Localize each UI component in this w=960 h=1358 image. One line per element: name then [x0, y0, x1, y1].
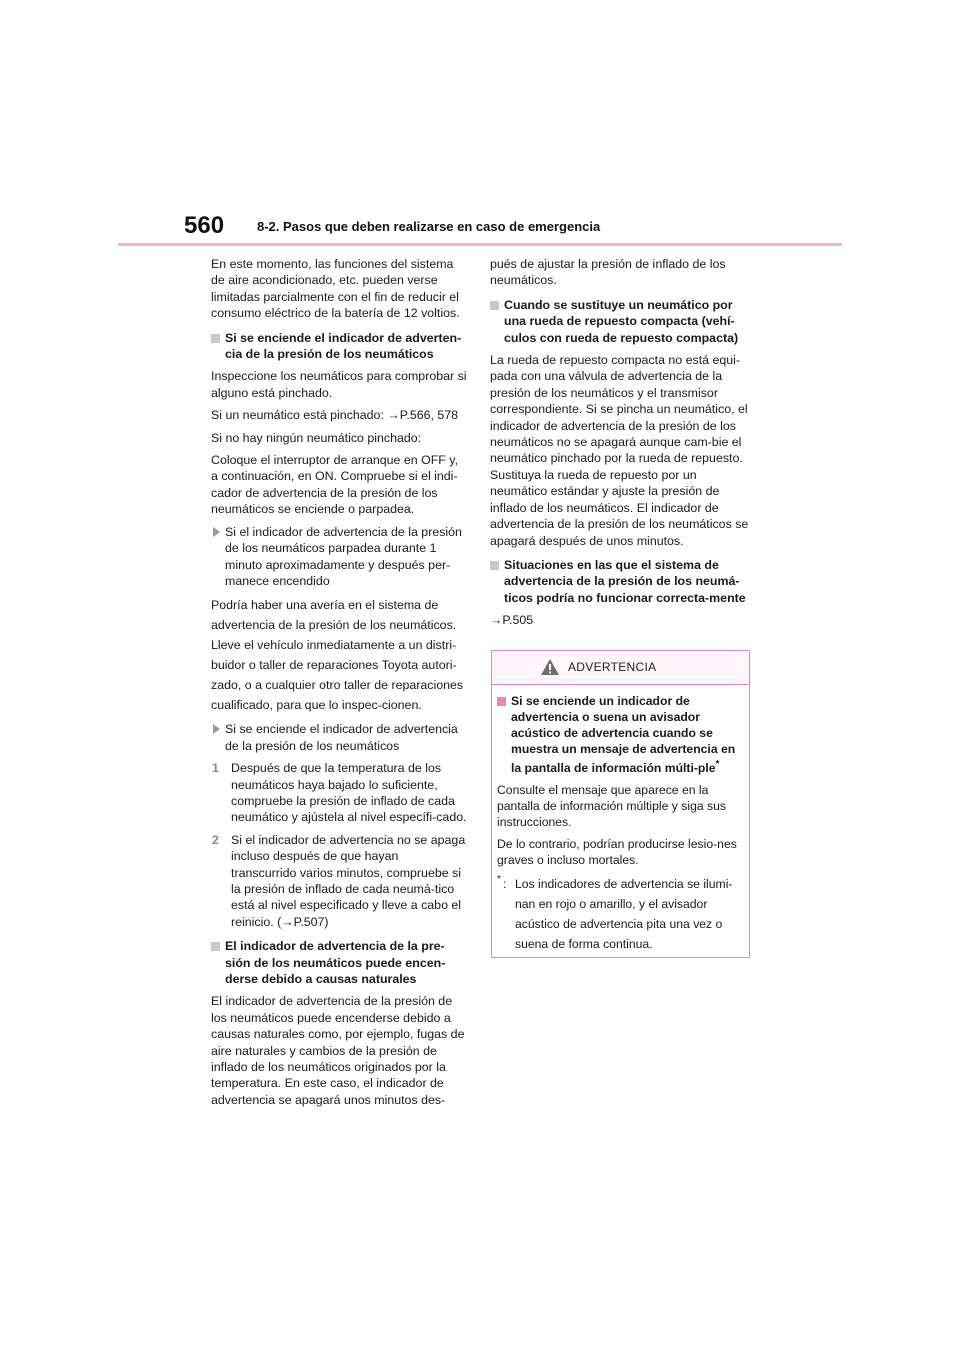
warning-heading — [497, 693, 743, 776]
numbered-step — [211, 760, 467, 826]
sub-condition-text: Si el indicador de advertencia de la presión de los neumáticos parpadea durante 1 minuto aproximadamente y después per-manece encendido — [225, 524, 462, 588]
sub-condition — [211, 721, 467, 754]
page-header — [0, 0, 960, 250]
arrow-bullet-icon — [213, 527, 220, 537]
numbered-step — [211, 832, 467, 930]
warning-heading-text: Si se enciende un indicador de advertencia o suena un avisador acústico de advertencia cuando se muestra un mensaje de advertencia en la pantalla de información múlti-ple — [511, 694, 736, 776]
intro-paragraph: En este momento, las funciones del sistema de aire acondicionado, etc. pueden verse limitadas parcialmente con el fin de reducir el consumo eléctrico de la batería de 12 voltios. — [211, 257, 460, 321]
header-divider — [118, 243, 842, 246]
footnote-marker: * — [497, 874, 501, 886]
footnote-text: Los indicadores de advertencia se ilumi-nan en rojo o amarillo, y el avisador acústico de advertencia pita una vez o suena de forma continua. — [515, 877, 733, 952]
right-column — [490, 256, 752, 635]
paragraph: La rueda de repuesto compacta no está equi-pada con una válvula de advertencia de la presión de los neumáticos y el transmisor correspondiente. Si se pincha un neumático, el indicador de advertencia de la presión de los neumáticos no se apagará aunque cam-bie el neumático pinchado por la rueda de repuesto. Sustituya la rueda de repuesto por un neumático estándar y ajuste la presión de inflado de los neumáticos. El indicador de advertencia de la presión de los neumáticos se apagará después de unos minutos. — [490, 353, 749, 548]
square-bullet-icon — [211, 942, 220, 951]
page-number: 560 — [184, 212, 225, 239]
warning-paragraph: Consulte el mensaje que aparece en la pantalla de información múltiple y siga sus instrucciones. — [497, 783, 726, 830]
cross-reference[interactable]: →P.505 — [490, 613, 534, 628]
footnote-marker: * — [715, 759, 720, 770]
step-number: 2 — [212, 832, 219, 847]
step-number: 1 — [212, 761, 219, 776]
section-heading — [211, 938, 467, 987]
paragraph: Podría haber una avería en el sistema de advertencia de la presión de los neumáticos. Lleve el vehículo inmediatamente a un distri-buidor o taller de reparaciones Toyota autori-zado, o a cualquier otro taller de reparaciones cualificado, para que lo inspec-cionen. — [211, 598, 464, 713]
heading-text: Cuando se sustituye un neumático por una rueda de repuesto compacta (vehí-culos con rueda de repuesto compacta) — [504, 297, 739, 345]
footnote-colon: : — [503, 877, 507, 892]
cross-reference[interactable]: Si un neumático está pinchado: →P.566, 578 — [211, 408, 459, 423]
left-column — [211, 256, 467, 1114]
heading-text: El indicador de advertencia de la pre-sión de los neumáticos puede encen-derse debido a causas naturales — [225, 939, 446, 986]
square-bullet-icon — [497, 697, 506, 706]
paragraph: Si no hay ningún neumático pinchado: — [211, 430, 422, 445]
section-title: 8-2. Pasos que deben realizarse en caso de emergencia — [257, 219, 601, 234]
square-bullet-icon — [211, 334, 220, 343]
section-heading — [211, 330, 467, 363]
heading-text: Si se enciende el indicador de adverten-cia de la presión de los neumáticos — [225, 330, 462, 362]
sub-condition-text: Si se enciende el indicador de advertencia de la presión de los neumáticos — [225, 722, 458, 753]
warning-title: ADVERTENCIA — [568, 660, 657, 674]
heading-text: Situaciones en las que el sistema de advertencia de la presión de los neumá-ticos podría no funcionar correcta-mente — [504, 557, 746, 605]
warning-triangle-icon — [540, 658, 560, 681]
paragraph: Coloque el interruptor de arranque en OFF y, a continuación, en ON. Compruebe si el indi-cador de advertencia de la presión de los neumáticos se enciende o parpadea. — [211, 453, 459, 517]
step-text: Después de que la temperatura de los neumáticos haya bajado lo suficiente, compruebe la presión de inflado de cada neumático y ajústela al nivel específi-cado. — [231, 761, 467, 825]
warning-body — [492, 685, 749, 954]
square-bullet-icon — [490, 301, 499, 310]
sub-condition — [211, 524, 467, 590]
warning-paragraph: De lo contrario, podrían producirse lesio-nes graves o incluso mortales. — [497, 837, 737, 868]
warning-box — [491, 650, 750, 958]
section-heading — [490, 557, 752, 606]
warning-header — [492, 651, 749, 685]
footnote — [497, 874, 743, 954]
paragraph: Inspeccione los neumáticos para comprobar si alguno está pinchado. — [211, 369, 467, 400]
section-heading — [490, 297, 752, 346]
square-bullet-icon — [490, 561, 499, 570]
paragraph: El indicador de advertencia de la presión de los neumáticos puede encenderse debido a causas naturales como, por ejemplo, fugas de aire naturales y cambios de la presión de inflado de los neumáticos originados por la temperatura. En este caso, el indicador de advertencia se apagará unos minutos des- — [211, 994, 465, 1107]
arrow-bullet-icon — [213, 724, 220, 734]
step-text: Si el indicador de advertencia no se apaga incluso después de que hayan transcurrido varios minutos, compruebe si la presión de inflado de cada neumá-tico está al nivel especificado y lleve a cabo el reinicio. (→P.507) — [231, 832, 466, 929]
paragraph: pués de ajustar la presión de inflado de los neumáticos. — [490, 257, 726, 288]
